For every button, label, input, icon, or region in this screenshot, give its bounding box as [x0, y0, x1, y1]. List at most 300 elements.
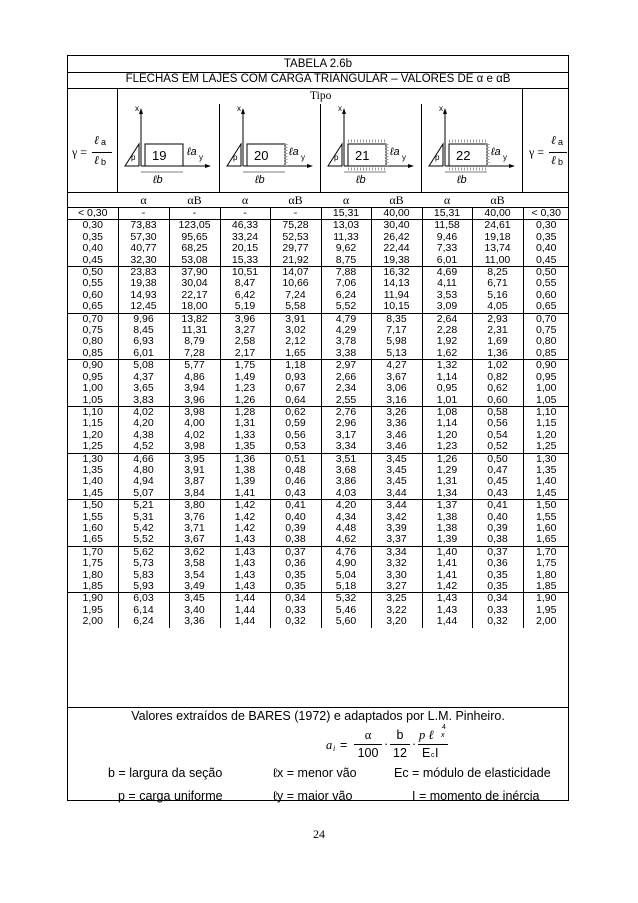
value-cell: 0,43 — [270, 488, 321, 500]
gamma-cell: 1,95 — [82, 603, 103, 616]
fraction-num: ℓ — [94, 133, 99, 147]
value-cell: 0,33 — [472, 605, 523, 616]
value-cell: 3,96 — [220, 313, 270, 325]
value-cell: 4,66 — [118, 453, 169, 465]
slab-diagram-19 — [118, 104, 218, 192]
value-cell: 13,74 — [472, 243, 523, 254]
value-cell: 15,31 — [321, 208, 371, 220]
value-cell: 5,46 — [321, 605, 371, 616]
value-cell: 3,67 — [371, 372, 422, 383]
value-cell: 3,17 — [321, 430, 371, 441]
fraction-num-sub: a — [101, 137, 107, 147]
value-cell: 1,38 — [422, 512, 472, 523]
fraction-bar — [354, 744, 382, 745]
value-cell: 1,34 — [422, 488, 472, 500]
def-lx: ℓx = menor vão — [273, 766, 357, 780]
value-cell: 11,00 — [472, 255, 523, 267]
value-cell: 3,46 — [371, 441, 422, 453]
gamma-cell: 1,95 — [523, 605, 569, 616]
gamma-cell: 1,15 — [82, 417, 103, 430]
value-cell: 0,50 — [472, 453, 523, 465]
p-label: p — [131, 153, 136, 162]
value-cell: 3,87 — [169, 476, 220, 487]
slab-drawing — [422, 104, 522, 192]
value-cell: 30,40 — [371, 220, 422, 232]
x-label: x — [237, 104, 241, 113]
value-cell: 2,58 — [220, 336, 270, 347]
value-cell: 2,34 — [321, 383, 371, 394]
value-cell: 0,35 — [472, 581, 523, 593]
value-cell: 3,27 — [220, 325, 270, 336]
gamma-cell: 1,55 — [82, 510, 103, 523]
value-cell: 3,95 — [169, 453, 220, 465]
value-cell: 3,40 — [169, 605, 220, 616]
value-cell: 4,05 — [472, 301, 523, 313]
value-cell: 19,38 — [371, 255, 422, 267]
value-cell: 8,35 — [371, 313, 422, 325]
column-header: αB — [288, 193, 303, 207]
value-cell: 6,42 — [220, 290, 270, 301]
value-cell: 0,34 — [270, 593, 321, 605]
gamma-cell: 1,40 — [82, 475, 103, 488]
value-cell: 3,39 — [371, 523, 422, 534]
value-cell: 1,43 — [220, 581, 270, 593]
p-label: p — [334, 153, 339, 162]
value-cell: 53,08 — [169, 255, 220, 267]
value-cell: 3,34 — [321, 441, 371, 453]
gamma-cell: 0,35 — [523, 232, 569, 243]
value-cell: 1,38 — [422, 523, 472, 534]
gamma-cell: 0,70 — [68, 313, 118, 325]
gamma-cell: 1,75 — [523, 558, 569, 569]
value-cell: 4,29 — [321, 325, 371, 336]
value-cell: 14,07 — [270, 267, 321, 279]
value-cell: 1,75 — [220, 360, 270, 372]
value-cell: 6,14 — [118, 605, 169, 616]
value-cell: 0,56 — [270, 430, 321, 441]
table-row — [68, 255, 569, 267]
value-cell: 29,77 — [270, 243, 321, 254]
value-cell: 123,05 — [169, 220, 220, 232]
value-cell: 5,60 — [321, 616, 371, 627]
value-cell: 3,91 — [169, 465, 220, 476]
value-cell: 1,44 — [422, 616, 472, 627]
value-cell: 1,29 — [422, 465, 472, 476]
table-row — [68, 360, 569, 372]
value-cell: 3,76 — [169, 512, 220, 523]
value-cell: 7,06 — [321, 278, 371, 289]
value-cell: 0,54 — [472, 430, 523, 441]
value-cell: 1,40 — [422, 546, 472, 558]
gamma-cell: 2,00 — [82, 615, 103, 628]
value-cell: 0,67 — [270, 383, 321, 394]
value-cell: 3,22 — [371, 605, 422, 616]
value-cell: 5,93 — [118, 581, 169, 593]
la-label: ℓa — [491, 146, 501, 158]
value-cell: 3,44 — [371, 500, 422, 512]
gamma-cell: 0,55 — [82, 277, 103, 290]
value-cell: 0,38 — [472, 534, 523, 546]
value-cell: 0,36 — [472, 558, 523, 569]
value-cell: 40,00 — [371, 208, 422, 220]
value-cell: 0,40 — [270, 512, 321, 523]
value-cell: 3,20 — [371, 616, 422, 627]
value-cell: 2,97 — [321, 360, 371, 372]
value-cell: 5,19 — [220, 301, 270, 313]
value-cell: 3,26 — [371, 406, 422, 418]
value-cell: 2,76 — [321, 406, 371, 418]
lb-label: ℓb — [153, 174, 163, 186]
fraction-den: ℓ — [551, 153, 556, 167]
formula-lhs-sub: i — [333, 744, 336, 753]
value-cell: 11,31 — [169, 325, 220, 336]
value-cell: 4,20 — [118, 418, 169, 429]
slab-type-number: 22 — [456, 148, 471, 163]
value-cell: 3,49 — [169, 581, 220, 593]
gamma-cell: 1,30 — [68, 453, 118, 465]
value-cell: 30,04 — [169, 278, 220, 289]
gamma-cell: 0,50 — [523, 267, 569, 279]
gamma-cell: 1,90 — [523, 593, 569, 605]
value-cell: 0,34 — [472, 593, 523, 605]
slab-type-number: 21 — [355, 148, 370, 163]
value-cell: 1,62 — [422, 348, 472, 360]
value-cell: 5,04 — [321, 570, 371, 581]
x-arrow — [241, 108, 245, 114]
value-cell: 3,36 — [371, 418, 422, 429]
value-cell: 4,20 — [321, 500, 371, 512]
fraction-den: ℓ — [94, 153, 99, 167]
value-cell: 5,13 — [371, 348, 422, 360]
column-header: αB — [187, 193, 202, 207]
value-cell: 3,16 — [371, 395, 422, 407]
value-cell: 32,30 — [118, 255, 169, 267]
value-cell: 3,36 — [169, 616, 220, 627]
value-cell: 4,79 — [321, 313, 371, 325]
divider — [320, 104, 321, 192]
value-cell: 3,25 — [371, 593, 422, 605]
gamma-cell: 0,60 — [82, 288, 103, 301]
x-arrow — [342, 108, 346, 114]
gamma-cell: 0,30 — [523, 220, 569, 232]
value-cell: 0,41 — [270, 500, 321, 512]
value-cell: 1,43 — [422, 605, 472, 616]
value-cell: 6,03 — [118, 593, 169, 605]
value-cell: 0,32 — [472, 616, 523, 627]
value-cell: 1,26 — [422, 453, 472, 465]
value-cell: 73,83 — [118, 220, 169, 232]
value-cell: 95,65 — [169, 232, 220, 243]
gamma-cell: 0,35 — [82, 230, 103, 243]
gamma-cell: 0,50 — [68, 267, 118, 279]
table-title: TABELA 2.6b — [283, 58, 353, 70]
value-cell: 0,56 — [472, 418, 523, 429]
gamma-cell: 0,80 — [523, 336, 569, 347]
value-cell: 1,42 — [220, 500, 270, 512]
lb-label: ℓb — [356, 174, 366, 186]
value-cell: 3,42 — [371, 512, 422, 523]
value-cell: 8,45 — [118, 325, 169, 336]
gamma-cell: 1,55 — [523, 512, 569, 523]
f3-num-sub: x — [441, 732, 445, 739]
value-cell: 0,36 — [270, 558, 321, 569]
value-cell: 4,02 — [169, 430, 220, 441]
def-b: b = largura da seção — [108, 766, 223, 780]
value-cell: 5,62 — [118, 546, 169, 558]
slab-type-number: 19 — [152, 148, 167, 163]
gamma-cell: 0,80 — [82, 335, 103, 348]
def-ec: Ec = módulo de elasticidade — [394, 766, 551, 780]
value-cell: 26,42 — [371, 232, 422, 243]
value-cell: 3,65 — [118, 383, 169, 394]
value-cell: 0,82 — [472, 372, 523, 383]
dot: · — [412, 737, 417, 751]
p-label: p — [233, 153, 238, 162]
value-cell: 14,93 — [118, 290, 169, 301]
value-cell: 6,24 — [321, 290, 371, 301]
value-cell: 3,06 — [371, 383, 422, 394]
lb-label: ℓb — [255, 174, 265, 186]
gamma-cell: 1,75 — [82, 557, 103, 570]
gamma-cell: 0,75 — [82, 324, 103, 337]
value-cell: 1,23 — [422, 441, 472, 453]
value-cell: 8,75 — [321, 255, 371, 267]
value-cell: 11,94 — [371, 290, 422, 301]
gamma-cell: 1,20 — [82, 428, 103, 441]
value-cell: 2,28 — [422, 325, 472, 336]
value-cell: 0,37 — [472, 546, 523, 558]
values-table — [68, 207, 569, 628]
table-row — [68, 418, 569, 429]
value-cell: 1,32 — [422, 360, 472, 372]
formula-lhs: a — [326, 738, 333, 752]
column-header: αB — [389, 193, 404, 207]
value-cell: 1,41 — [220, 488, 270, 500]
value-cell: 75,28 — [270, 220, 321, 232]
value-cell: 5,77 — [169, 360, 220, 372]
value-cell: 5,08 — [118, 360, 169, 372]
value-cell: 3,02 — [270, 325, 321, 336]
value-cell: 0,37 — [270, 546, 321, 558]
gamma-cell: 0,45 — [82, 253, 103, 266]
value-cell: 19,38 — [118, 278, 169, 289]
value-cell: 10,66 — [270, 278, 321, 289]
gamma-cell: 1,60 — [82, 521, 103, 534]
value-cell: 1,26 — [220, 395, 270, 407]
gamma-cell: 1,25 — [523, 441, 569, 453]
x-label: x — [439, 104, 443, 113]
gamma-cell: 1,80 — [82, 568, 103, 581]
value-cell: 6,01 — [422, 255, 472, 267]
dot: · — [384, 737, 389, 751]
value-cell: 4,03 — [321, 488, 371, 500]
value-cell: 5,18 — [321, 581, 371, 593]
fraction-den-sub: b — [101, 157, 107, 167]
value-cell: 1,02 — [472, 360, 523, 372]
y-arrow — [408, 164, 414, 168]
value-cell: 4,27 — [371, 360, 422, 372]
value-cell: 5,83 — [118, 570, 169, 581]
gamma-cell: 1,10 — [68, 406, 118, 418]
value-cell: 1,43 — [220, 534, 270, 546]
value-cell: 33,24 — [220, 232, 270, 243]
value-cell: 9,62 — [321, 243, 371, 254]
gamma-cell: 1,65 — [523, 534, 569, 546]
y-arrow — [307, 164, 313, 168]
value-cell: 0,95 — [422, 383, 472, 394]
value-cell: 6,24 — [118, 616, 169, 627]
value-cell: - — [118, 208, 169, 220]
def-i: I = momento de inércia — [412, 789, 540, 803]
column-header: α — [241, 193, 249, 207]
gamma-cell: 1,00 — [523, 383, 569, 394]
value-cell: 1,69 — [472, 336, 523, 347]
value-cell: 2,55 — [321, 395, 371, 407]
value-cell: 11,58 — [422, 220, 472, 232]
value-cell: 1,49 — [220, 372, 270, 383]
gamma-cell: 0,85 — [523, 348, 569, 360]
divider — [68, 88, 568, 89]
y-label: y — [402, 153, 406, 162]
value-cell: 2,93 — [472, 313, 523, 325]
value-cell: 0,93 — [270, 372, 321, 383]
value-cell: - — [169, 208, 220, 220]
y-label: y — [199, 153, 203, 162]
x-label: x — [338, 104, 342, 113]
value-cell: 4,37 — [118, 372, 169, 383]
value-cell: 0,59 — [270, 418, 321, 429]
value-cell: 3,86 — [321, 476, 371, 487]
value-cell: 3,98 — [169, 406, 220, 418]
value-cell: 3,38 — [321, 348, 371, 360]
gamma-cell: 0,75 — [523, 325, 569, 336]
value-cell: 0,62 — [472, 383, 523, 394]
value-cell: 3,53 — [422, 290, 472, 301]
value-cell: 1,20 — [422, 430, 472, 441]
gamma-cell: 0,95 — [82, 370, 103, 383]
value-cell: 1,44 — [220, 593, 270, 605]
table-subtitle: FLECHAS EM LAJES COM CARGA TRIANGULAR – VALORES DE α e αB — [125, 73, 511, 85]
value-cell: 10,15 — [371, 301, 422, 313]
value-cell: 0,32 — [270, 616, 321, 627]
gamma-cell: 1,70 — [523, 546, 569, 558]
value-cell: 3,44 — [371, 488, 422, 500]
f2-den: 12 — [393, 746, 407, 760]
gamma-cell: 1,60 — [523, 523, 569, 534]
fraction-den-sub: b — [558, 157, 564, 167]
value-cell: 10,51 — [220, 267, 270, 279]
value-cell: 15,33 — [220, 255, 270, 267]
y-label: y — [301, 153, 305, 162]
gamma-cell: 0,30 — [68, 220, 118, 232]
value-cell: 0,35 — [472, 570, 523, 581]
value-cell: 1,92 — [422, 336, 472, 347]
gamma-symbol: γ = — [529, 145, 545, 159]
value-cell: 12,45 — [118, 301, 169, 313]
value-cell: 1,43 — [220, 570, 270, 581]
gamma-cell: 1,50 — [523, 500, 569, 512]
value-cell: 22,44 — [371, 243, 422, 254]
value-cell: 57,30 — [118, 232, 169, 243]
gamma-cell: 1,30 — [523, 453, 569, 465]
y-arrow — [205, 164, 211, 168]
value-cell: 3,27 — [371, 581, 422, 593]
value-cell: 3,37 — [371, 534, 422, 546]
value-cell: 19,18 — [472, 232, 523, 243]
deflection-formula — [326, 724, 466, 762]
value-cell: 7,28 — [169, 348, 220, 360]
f3-num-sup: 4 — [442, 724, 446, 731]
table-frame — [67, 55, 569, 801]
gamma-cell: 0,55 — [523, 278, 569, 289]
p-label: p — [435, 153, 440, 162]
value-cell: 5,58 — [270, 301, 321, 313]
value-cell: 4,00 — [169, 418, 220, 429]
value-cell: 0,46 — [270, 476, 321, 487]
divider — [522, 88, 523, 192]
slab-diagram-22 — [422, 104, 522, 192]
gamma-cell: 2,00 — [523, 616, 569, 627]
value-cell: 0,41 — [472, 500, 523, 512]
value-cell: 4,62 — [321, 534, 371, 546]
gamma-cell: 1,00 — [82, 382, 103, 395]
value-cell: 6,71 — [472, 278, 523, 289]
value-cell: 5,07 — [118, 488, 169, 500]
value-cell: 3,84 — [169, 488, 220, 500]
value-cell: 3,68 — [321, 465, 371, 476]
value-cell: 2,64 — [422, 313, 472, 325]
f1-den: 100 — [357, 746, 379, 760]
table-row — [68, 348, 569, 360]
value-cell: 1,41 — [422, 558, 472, 569]
f3-den-sub: c — [431, 752, 435, 759]
value-cell: 4,76 — [321, 546, 371, 558]
gamma-cell: 1,05 — [523, 395, 569, 407]
value-cell: 1,14 — [422, 418, 472, 429]
value-cell: 11,33 — [321, 232, 371, 243]
y-arrow — [509, 164, 515, 168]
gamma-cell: 1,85 — [523, 581, 569, 593]
gamma-cell: < 0,30 — [68, 208, 118, 220]
gamma-cell: 0,40 — [82, 242, 103, 255]
value-cell: 1,65 — [270, 348, 321, 360]
x-label: x — [135, 104, 139, 113]
value-cell: 15,31 — [422, 208, 472, 220]
value-cell: 1,35 — [220, 441, 270, 453]
table-row — [68, 558, 569, 569]
value-cell: 4,34 — [321, 512, 371, 523]
table-row — [68, 301, 569, 313]
column-header: α — [140, 193, 147, 207]
value-cell: 3,46 — [371, 430, 422, 441]
value-cell: 0,33 — [270, 605, 321, 616]
value-cell: 5,32 — [321, 593, 371, 605]
value-cell: 18,00 — [169, 301, 220, 313]
table-row — [68, 488, 569, 500]
value-cell: 24,61 — [472, 220, 523, 232]
value-cell: 13,82 — [169, 313, 220, 325]
tipo-label: Tipo — [310, 90, 332, 102]
gamma-cell: 1,05 — [82, 393, 103, 406]
value-cell: 4,48 — [321, 523, 371, 534]
gamma-cell: 1,80 — [523, 570, 569, 581]
value-cell: 3,80 — [169, 500, 220, 512]
gamma-cell: 0,60 — [523, 290, 569, 301]
value-cell: 3,32 — [371, 558, 422, 569]
value-cell: 1,08 — [422, 406, 472, 418]
value-cell: 0,51 — [270, 453, 321, 465]
value-cell: 4,94 — [118, 476, 169, 487]
